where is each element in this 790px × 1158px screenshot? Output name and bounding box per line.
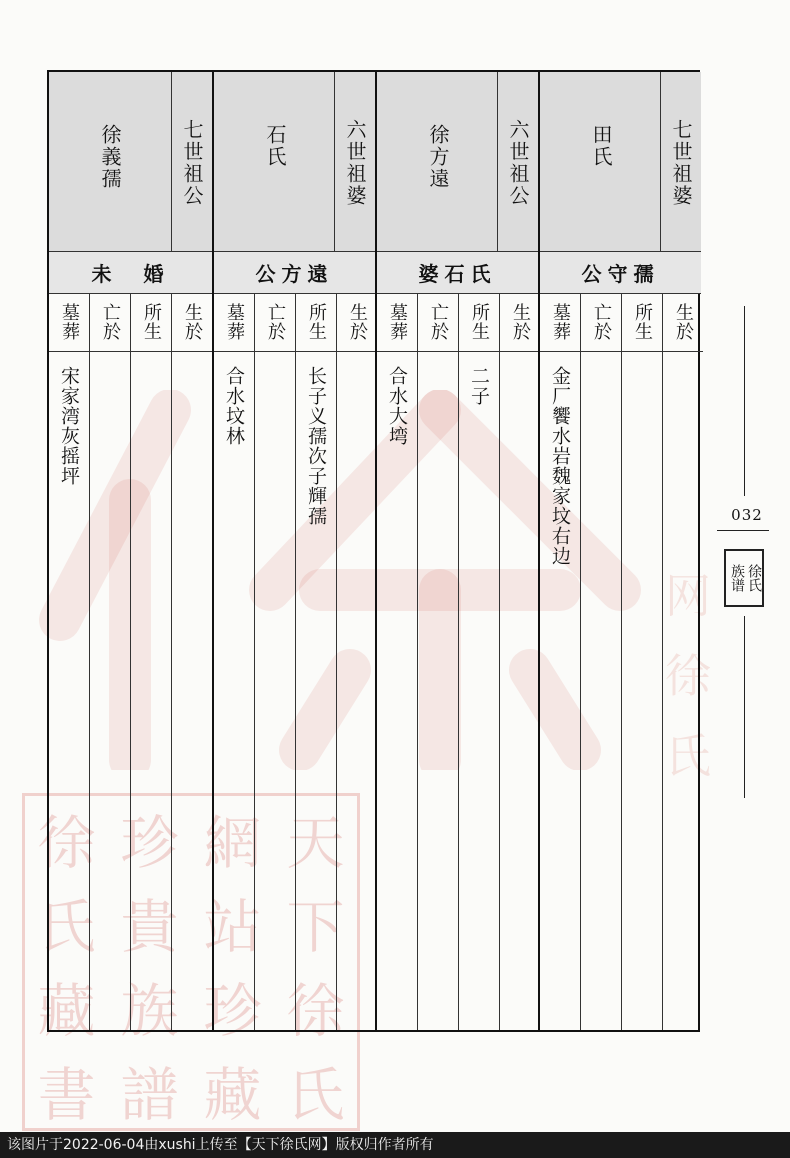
- generation-cell: [171, 72, 212, 251]
- generation-cell: [660, 72, 701, 251]
- field-burial: [377, 294, 417, 1030]
- field-value: 长子义孺次子輝孺: [305, 366, 327, 526]
- upload-notice-banner: 该图片于2022-06-04由xushi上传至【天下徐氏网】版权归作者所有: [0, 1132, 790, 1158]
- field-death: [254, 294, 295, 1030]
- field-label: 生於: [182, 303, 203, 341]
- field-label: 亡於: [591, 303, 612, 341]
- page-number: 032: [731, 506, 763, 524]
- person-name: 徐方遠: [426, 124, 450, 190]
- field-label: 所生: [469, 303, 490, 341]
- field-value: 合水大塆: [386, 366, 408, 446]
- field-birth: [662, 294, 703, 1030]
- field-value: 二子: [468, 366, 490, 406]
- field-children: [621, 294, 662, 1030]
- spouse-title: 公守孺: [540, 252, 701, 294]
- collection-seal-watermark: 徐 珍 網 天 氏 貴 站 下 藏 族 珍 徐 書 譜 藏 氏: [22, 793, 360, 1131]
- page-number-rule: [717, 530, 769, 531]
- person-name: 田氏: [589, 124, 613, 168]
- spouse-title: 婆石氏: [377, 252, 538, 294]
- person-name-cell: [377, 72, 499, 251]
- field-label: 所生: [632, 303, 653, 341]
- field-label: 生於: [347, 303, 368, 341]
- generation-label: 六世祖婆: [343, 119, 367, 207]
- field-label: 亡於: [428, 303, 449, 341]
- book-logo-text: 徐氏: [746, 564, 762, 592]
- generation-label: 七世祖公: [180, 119, 204, 207]
- field-value: 宋家湾灰摇坪: [58, 366, 80, 486]
- person-name: 徐義孺: [98, 124, 122, 190]
- generation-label: 七世祖婆: [669, 119, 693, 207]
- field-label: 所生: [141, 303, 162, 341]
- field-burial: [214, 294, 254, 1030]
- field-birth: [499, 294, 540, 1030]
- field-label: 所生: [306, 303, 327, 341]
- person-column: [212, 72, 375, 1030]
- person-column: [538, 72, 701, 1030]
- column-header: [540, 72, 701, 252]
- generation-cell: [497, 72, 538, 251]
- generation-cell: [334, 72, 375, 251]
- field-label: 亡於: [265, 303, 286, 341]
- genealogy-table: [47, 70, 700, 1032]
- field-value: 合水坟林: [223, 366, 245, 446]
- person-name-cell: [540, 72, 662, 251]
- generation-label: 六世祖公: [506, 119, 530, 207]
- field-label: 亡於: [100, 303, 121, 341]
- field-birth: [336, 294, 377, 1030]
- side-watermark: 网 徐 氏: [665, 569, 711, 783]
- person-name: 石氏: [263, 124, 287, 168]
- margin-rule-top: [744, 306, 745, 496]
- column-header: [214, 72, 375, 252]
- field-children: [458, 294, 499, 1030]
- field-children: [130, 294, 171, 1030]
- field-death: [89, 294, 130, 1030]
- field-burial: [540, 294, 580, 1030]
- field-label: 墓葬: [59, 303, 80, 341]
- person-column: [49, 72, 212, 1030]
- person-column: [375, 72, 538, 1030]
- field-label: 生於: [510, 303, 531, 341]
- margin-rule-bottom: [744, 616, 745, 798]
- spouse-title: 未 婚: [49, 252, 212, 294]
- field-label: 墓葬: [550, 303, 571, 341]
- field-label: 墓葬: [387, 303, 408, 341]
- field-death: [417, 294, 458, 1030]
- field-children: [295, 294, 336, 1030]
- book-logo: [724, 549, 764, 607]
- book-logo-text: 族谱: [729, 564, 745, 592]
- field-death: [580, 294, 621, 1030]
- field-burial: [49, 294, 89, 1030]
- column-header: [377, 72, 538, 252]
- column-header: [49, 72, 212, 252]
- field-birth: [171, 294, 212, 1030]
- field-value: 金厂饗水岩魏家坟右边: [549, 366, 571, 566]
- spouse-title: 公方遠: [214, 252, 375, 294]
- field-label: 墓葬: [224, 303, 245, 341]
- field-label: 生於: [673, 303, 694, 341]
- person-name-cell: [49, 72, 171, 251]
- person-name-cell: [214, 72, 336, 251]
